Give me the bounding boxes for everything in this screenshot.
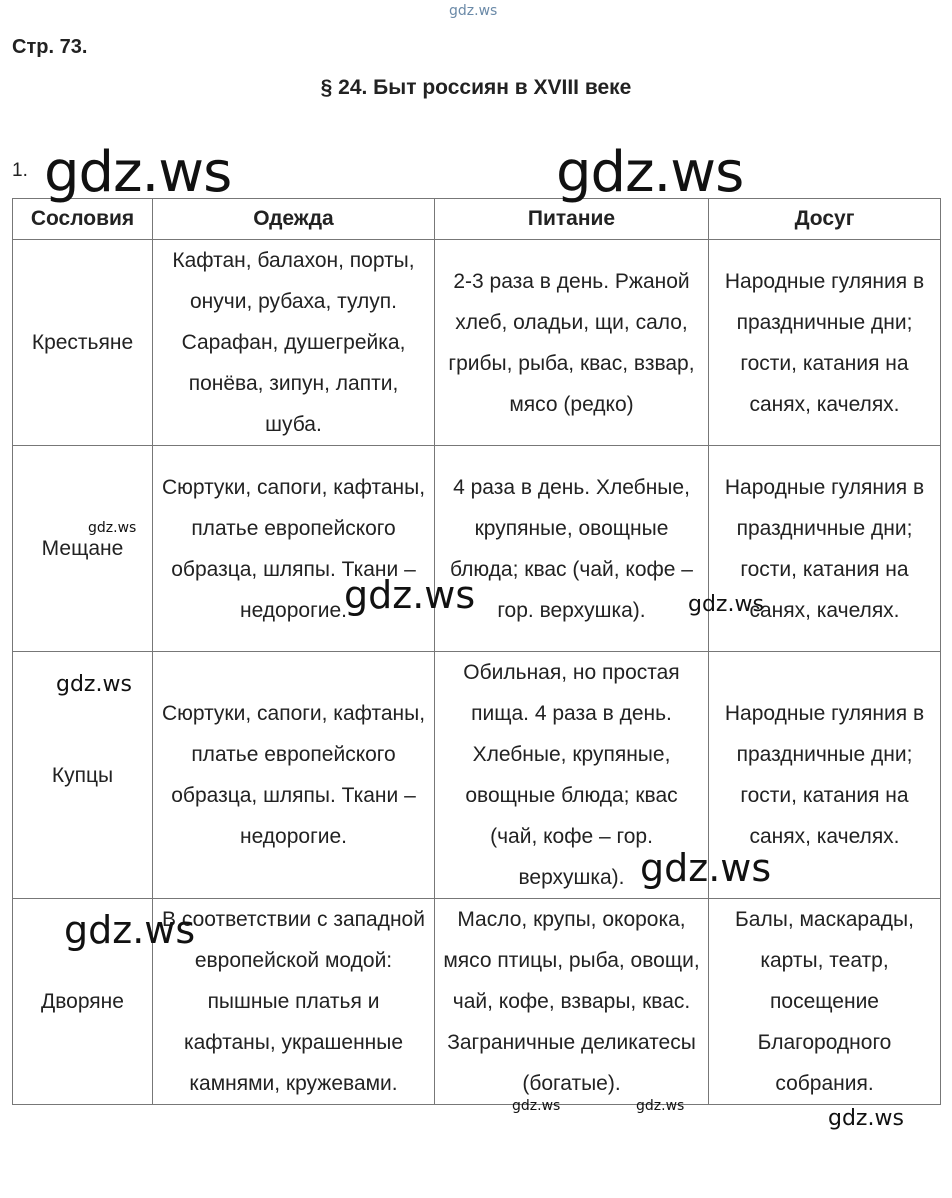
estate-cell: Купцы — [13, 652, 153, 899]
table-row — [13, 446, 941, 652]
watermark: gdz.ws — [688, 592, 764, 617]
watermark: gdz.ws — [88, 520, 137, 536]
leisure-cell: Народные гуляния в праздничные дни; гости, катания на санях, качелях. — [709, 240, 941, 446]
header-food: Питание — [435, 199, 709, 240]
food-cell: Обильная, но простая пища. 4 раза в день. Хлебные, крупяные, овощные блюда; квас (чай, кофе – гор. верхушка). — [435, 652, 709, 899]
food-cell: Масло, крупы, окорока, мясо птицы, рыба, овощи, чай, кофе, взвары, квас. Заграничные деликатесы (богатые). — [435, 899, 709, 1105]
top-watermark: gdz.ws — [449, 3, 498, 19]
watermark: gdz.ws — [64, 908, 196, 952]
estate-cell: Мещане — [13, 446, 153, 652]
table-row — [13, 240, 941, 446]
watermark: gdz.ws — [636, 1098, 685, 1114]
watermark: gdz.ws — [828, 1106, 904, 1131]
clothing-cell: В соответствии с западной европейской модой: пышные платья и кафтаны, украшенные камнями, кружевами. — [153, 899, 435, 1105]
leisure-cell: Народные гуляния в праздничные дни; гости, катания на санях, качелях. — [709, 652, 941, 899]
table-row — [13, 652, 941, 899]
clothing-cell: Сюртуки, сапоги, кафтаны, платье европейского образца, шляпы. Ткани – недорогие. — [153, 652, 435, 899]
estate-cell: Дворяне — [13, 899, 153, 1105]
clothing-cell: Сюртуки, сапоги, кафтаны, платье европейского образца, шляпы. Ткани – недорогие. — [153, 446, 435, 652]
watermark: gdz.ws — [344, 573, 476, 617]
header-clothing: Одежда — [153, 199, 435, 240]
food-cell: 4 раза в день. Хлебные, крупяные, овощные блюда; квас (чай, кофе – гор. верхушка). — [435, 446, 709, 652]
leisure-cell: Балы, маскарады, карты, театр, посещение Благородного собрания. — [709, 899, 941, 1105]
comparison-table — [12, 198, 941, 1105]
page-label: Стр. 73. — [12, 36, 88, 58]
watermark: gdz.ws — [556, 140, 744, 205]
header-estates: Сословия — [13, 199, 153, 240]
food-cell: 2-3 раза в день. Ржаной хлеб, оладьи, щи, сало, грибы, рыба, квас, взвар, мясо (редко) — [435, 240, 709, 446]
watermark: gdz.ws — [640, 846, 772, 890]
task-number: 1. — [12, 160, 28, 181]
leisure-cell: Народные гуляния в праздничные дни; гости, катания на санях, качелях. — [709, 446, 941, 652]
clothing-cell: Кафтан, балахон, порты, онучи, рубаха, тулуп. Сарафан, душегрейка, понёва, зипун, лапти, шуба. — [153, 240, 435, 446]
watermark: gdz.ws — [56, 672, 132, 697]
estate-cell: Крестьяне — [13, 240, 153, 446]
watermark: gdz.ws — [44, 140, 232, 205]
section-heading: § 24. Быт россиян в XVIII веке — [320, 76, 632, 99]
watermark: gdz.ws — [512, 1098, 561, 1114]
header-leisure: Досуг — [709, 199, 941, 240]
